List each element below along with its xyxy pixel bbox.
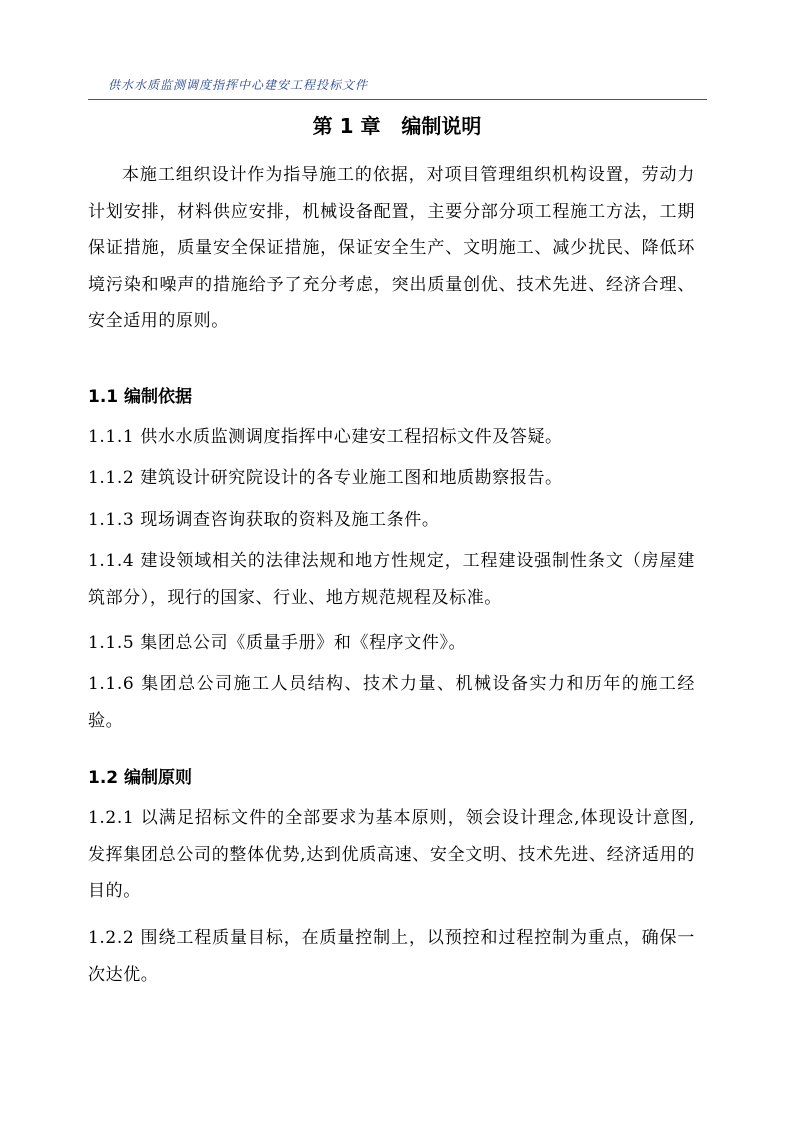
list-item-1-2-2: 1.2.2 围绕工程质量目标，在质量控制上，以预控和过程控制为重点，确保一次达优。 bbox=[88, 928, 695, 985]
list-item-1-1-3: 1.1.3 现场调查咨询获取的资料及施工条件。 bbox=[88, 510, 440, 530]
header-divider bbox=[88, 99, 707, 100]
running-header: 供水水质监测调度指挥中心建安工程投标文件 bbox=[108, 78, 369, 92]
list-item-1-1-2: 1.1.2 建筑设计研究院设计的各专业施工图和地质勘察报告。 bbox=[88, 468, 563, 488]
list-item-1-2-1: 1.2.1 以满足招标文件的全部要求为基本原则，领会设计理念,体现设计意图,发挥集团总公司的整体优势,达到优质高速、安全文明、技术先进、经济适用的目的。 bbox=[88, 808, 695, 901]
section-heading-1-1: 1.1 编制依据 bbox=[88, 387, 193, 407]
list-item-1-1-5: 1.1.5 集团总公司《质量手册》和《程序文件》。 bbox=[88, 633, 467, 653]
chapter-title: 第 1 章 编制说明 bbox=[312, 114, 482, 138]
intro-paragraph: 本施工组织设计作为指导施工的依据，对项目管理组织机构设置，劳动力计划安排，材料供应安排，机械设备配置，主要分部分项工程施工方法，工期保证措施，质量安全保证措施，保证安全生产、文明施工、减少扰民、降低环境污染和噪声的措施给予了充分考虑，突出质量创优、技术先进、经济合理、安全适用的原则。 bbox=[88, 165, 695, 331]
list-item-1-1-6: 1.1.6 集团总公司施工人员结构、技术力量、机械设备实力和历年的施工经验。 bbox=[88, 674, 695, 731]
section-heading-1-2: 1.2 编制原则 bbox=[88, 768, 193, 788]
list-item-1-1-4: 1.1.4 建设领域相关的法律法规和地方性规定，工程建设强制性条文（房屋建筑部分），现行的国家、行业、地方规范规程及标准。 bbox=[88, 551, 695, 608]
list-item-1-1-1: 1.1.1 供水水质监测调度指挥中心建安工程招标文件及答疑。 bbox=[88, 427, 563, 447]
